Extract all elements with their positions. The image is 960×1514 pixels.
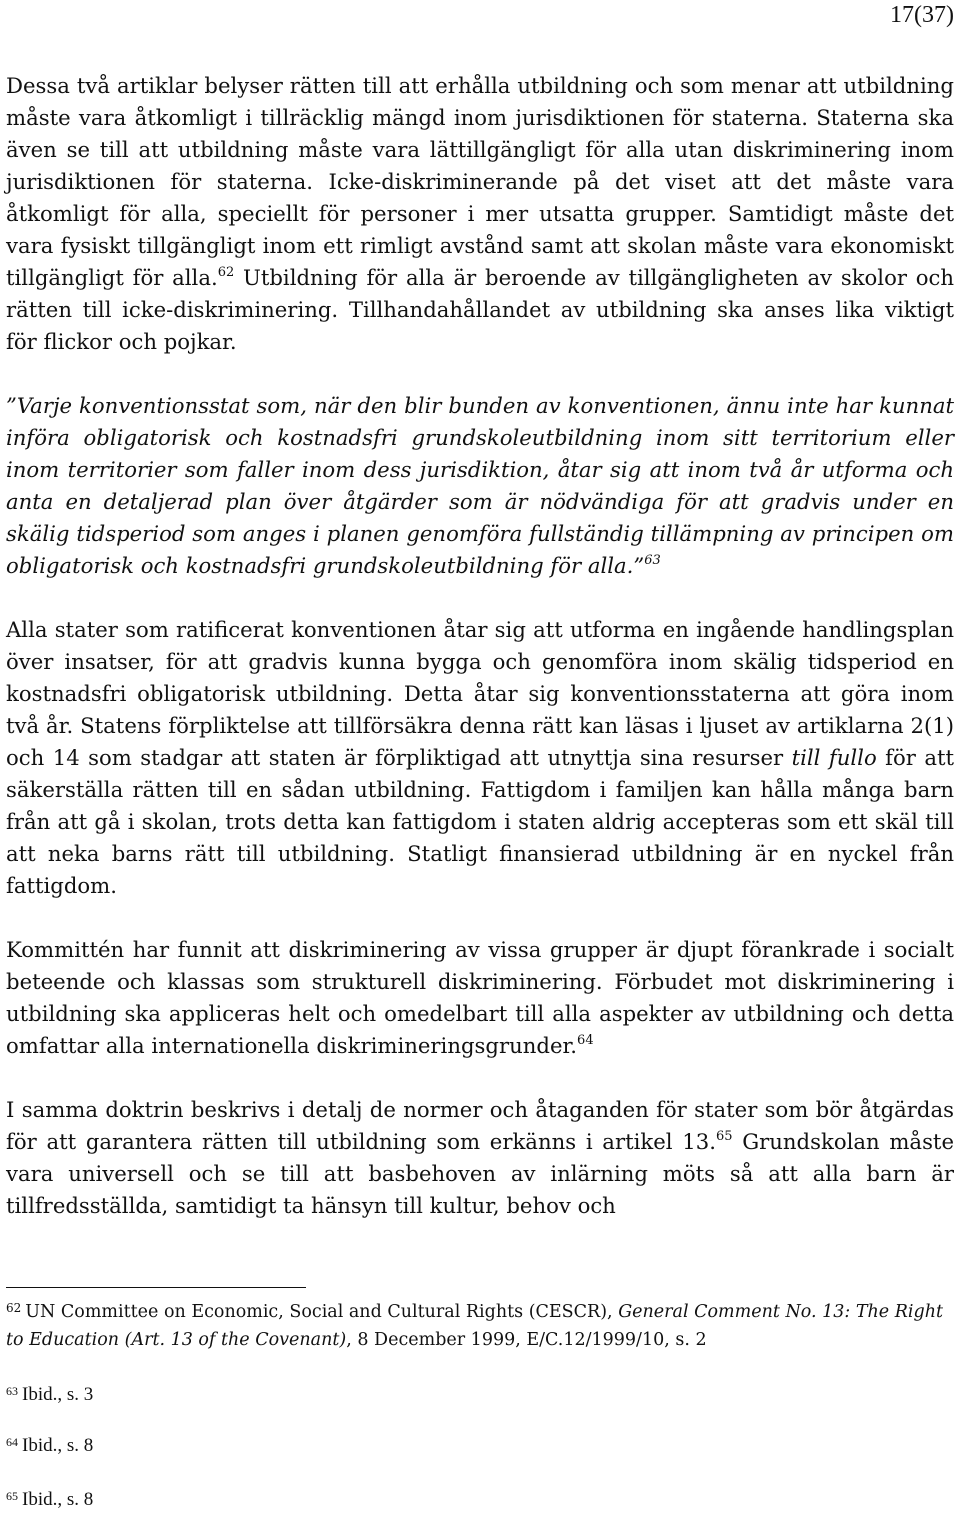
footnote-number: 64 [6, 1435, 18, 1449]
quote-paragraph [6, 390, 954, 582]
paragraph-3 [6, 934, 954, 1062]
paragraph-4-text-cont: Grundskolan måste vara universell och se till att basbehoven av inlärning möts så att alla barn är tillfredsställda, samtidigt ta hänsyn till kultur, behov och [6, 1129, 954, 1218]
paragraph-1 [6, 70, 954, 358]
footnote-65 [6, 1486, 954, 1514]
footnote-62 [6, 1298, 954, 1354]
footnote-ref-64[interactable]: 64 [577, 1033, 594, 1048]
paragraph-3-text: Kommittén har funnit att diskriminering av vissa grupper är djupt förankrade i socialt beteende och klassas som strukturell diskriminering. Förbudet mot diskriminering i utbildning ska appliceras helt och omedelbart till alla aspekter av utbildning och detta omfattar alla internationella diskrimineringsgrunder. [6, 937, 954, 1058]
footnote-63 [6, 1381, 954, 1409]
paragraph-4 [6, 1094, 954, 1222]
footnote-62-title: General Comment No. 13: The Right to Education (Art. 13 of the Covenant) [6, 1302, 943, 1350]
paragraph-2-emphasis: till fullo [791, 745, 877, 770]
footnote-number: 62 [6, 1301, 22, 1315]
footnote-number: 65 [6, 1489, 18, 1503]
paragraph-1-text: Dessa två artiklar belyser rätten till att erhålla utbildning och som menar att utbildning måste vara åtkomligt i tillräcklig mängd inom jurisdiktionen för staterna. Staterna ska även se till att utbildning måste vara lättillgängligt för alla utan diskriminering inom jurisdiktionen för staterna. Icke-diskriminerande på det viset att det måste vara åtkomligt för alla, speciellt för personer i mer utsatta grupper. Samtidigt måste det vara fysiskt tillgängligt inom ett rimligt avstånd samt att skolan måste vara ekonomiskt tillgängligt för alla. [6, 73, 954, 290]
paragraph-2-text: Alla stater som ratificerat konventionen åtar sig att utforma en ingående handlingsplan över insatser, för att gradvis kunna bygga och genomföra inom skälig tidsperiod en kostnadsfri obligatorisk utbildning. Detta åtar sig konventionsstaterna att göra inom två år. Statens förpliktelse att tillförsäkra denna rätt kan läsas i ljuset av artiklarna 2(1) och 14 som stadgar att staten är förpliktigad att utnyttja sina resurser [6, 617, 954, 770]
footnote-62-text-cont: , 8 December 1999, E/C.12/1999/10, s. 2 [346, 1330, 707, 1350]
paragraph-2 [6, 614, 954, 902]
footnote-number: 63 [6, 1384, 18, 1398]
page-number: 17(37) [890, 2, 954, 28]
footnote-ref-63[interactable]: 63 [644, 553, 661, 568]
document-body [6, 70, 954, 1222]
footnote-65-text: Ibid., s. 8 [22, 1489, 94, 1510]
paragraph-4-text: I samma doktrin beskrivs i detalj de normer och åtaganden för stater som bör åtgärdas för att garantera rätten till utbildning som erkänns i artikel 13. [6, 1097, 954, 1154]
footnote-ref-65[interactable]: 65 [715, 1129, 733, 1144]
footnote-64 [6, 1432, 954, 1460]
paragraph-1-text-cont: Utbildning för alla är beroende av tillgängligheten av skolor och rätten till icke-diskriminering. Tillhandahållandet av utbildning ska anses lika viktigt för flickor och pojkar. [6, 265, 954, 354]
quote-text: ”Varje konventionsstat som, när den blir bunden av konventionen, ännu inte har kunnat införa obligatorisk och kostnadsfri grundskoleutbildning inom sitt territorium eller inom territorier som faller inom dess jurisdiktion, åtar sig att inom två år utforma och anta en detaljerad plan över åtgärder som är nödvändiga för att gradvis under en skälig tidsperiod som anges i planen genomföra fullständig tillämpning av principen om obligatorisk och kostnadsfri grundskoleutbildning för alla.” [6, 393, 954, 578]
footnote-62-text: UN Committee on Economic, Social and Cultural Rights (CESCR), [25, 1302, 619, 1322]
footnote-63-text: Ibid., s. 3 [22, 1384, 94, 1405]
footnote-64-text: Ibid., s. 8 [22, 1435, 94, 1456]
footnote-divider [6, 1287, 306, 1288]
paragraph-2-text-cont: för att säkerställa rätten till en sådan utbildning. Fattigdom i familjen kan hålla många barn från att gå i skolan, trots detta kan fattigdom i staten aldrig accepteras som ett skäl till att neka barns rätt till utbildning. Statligt finansierad utbildning är en nyckel från fattigdom. [6, 745, 954, 898]
footnote-ref-62[interactable]: 62 [217, 265, 235, 280]
